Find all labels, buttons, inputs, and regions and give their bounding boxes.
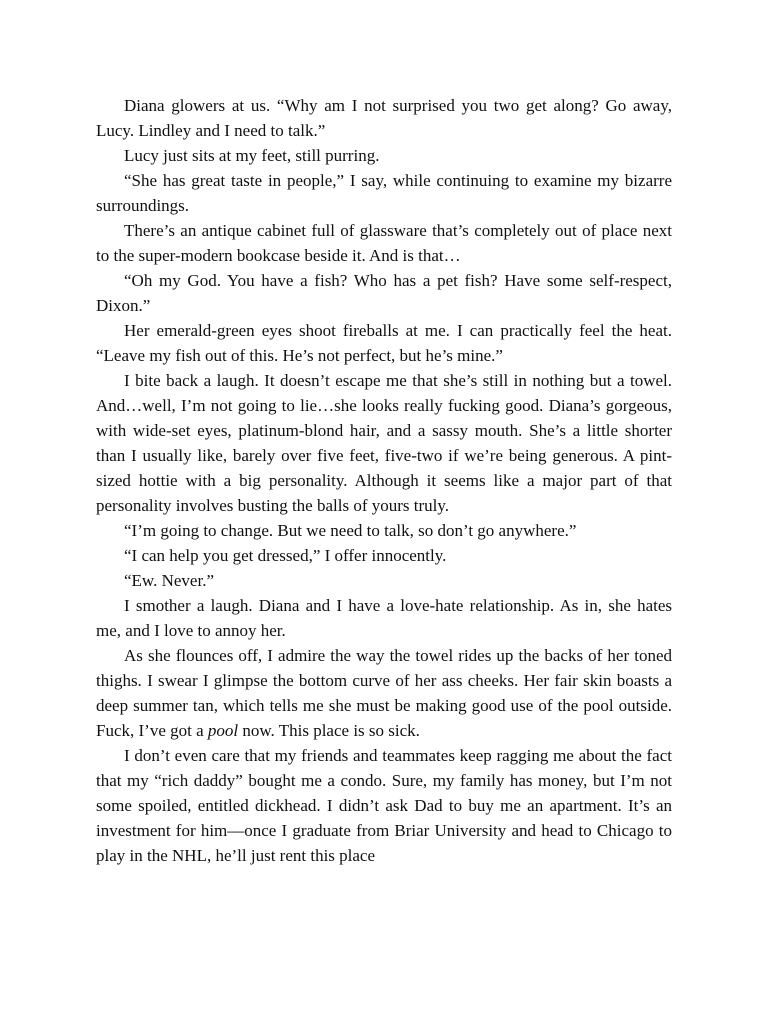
paragraph-13: I don’t even care that my friends and teammates keep ragging me about the fact that my “rich daddy” bought me a condo. Sure, my family has money, but I’m not some spoiled, entitled dickhead. I didn’t ask Dad to buy me an apartment. It’s an investment for him—once I graduate from Briar University and head to Chicago to play in the NHL, he’ll just rent this place [96, 746, 672, 865]
paragraph-11: I smother a laugh. Diana and I have a love-hate relationship. As in, she hates me, and I love to annoy her. [96, 596, 672, 640]
paragraph-2: Lucy just sits at my feet, still purring. [124, 146, 380, 165]
paragraph-12-text-after: now. This place is so sick. [238, 721, 420, 740]
paragraph-10: “Ew. Never.” [124, 571, 214, 590]
paragraph-7: I bite back a laugh. It doesn’t escape me that she’s still in nothing but a towel. And…well, I’m not going to lie…she looks really fucking good. Diana’s gorgeous, with wide-set eyes, platinum-blond hair, and a sassy mouth. She’s a little shorter than I usually like, barely over five feet, five-two if we’re being generous. A pint-sized hottie with a big personality. Although it seems like a major part of that personality involves busting the balls of yours truly. [96, 371, 672, 515]
paragraph-5: “Oh my God. You have a fish? Who has a pet fish? Have some self-respect, Dixon.” [96, 271, 672, 315]
paragraph-12 [96, 643, 672, 743]
paragraph-4: There’s an antique cabinet full of glassware that’s completely out of place next to the super-modern bookcase beside it. And is that… [96, 221, 672, 265]
paragraph-6: Her emerald-green eyes shoot fireballs at me. I can practically feel the heat. “Leave my fish out of this. He’s not perfect, but he’s mine.” [96, 321, 672, 365]
paragraph-8: “I’m going to change. But we need to talk, so don’t go anywhere.” [124, 521, 577, 540]
book-page [96, 93, 672, 868]
paragraph-12-text-before: As she flounces off, I admire the way the towel rides up the backs of her toned thighs. I swear I glimpse the bottom curve of her ass cheeks. Her fair skin boasts a deep summer tan, which tells me she must be making good use of the pool outside. Fuck, I’ve got a [96, 646, 672, 740]
paragraph-1: Diana glowers at us. “Why am I not surprised you two get along? Go away, Lucy. Lindley and I need to talk.” [96, 96, 672, 140]
paragraph-12-italic-word: pool [207, 721, 239, 740]
paragraph-3: “She has great taste in people,” I say, while continuing to examine my bizarre surroundings. [96, 171, 672, 215]
paragraph-9: “I can help you get dressed,” I offer innocently. [124, 546, 447, 565]
